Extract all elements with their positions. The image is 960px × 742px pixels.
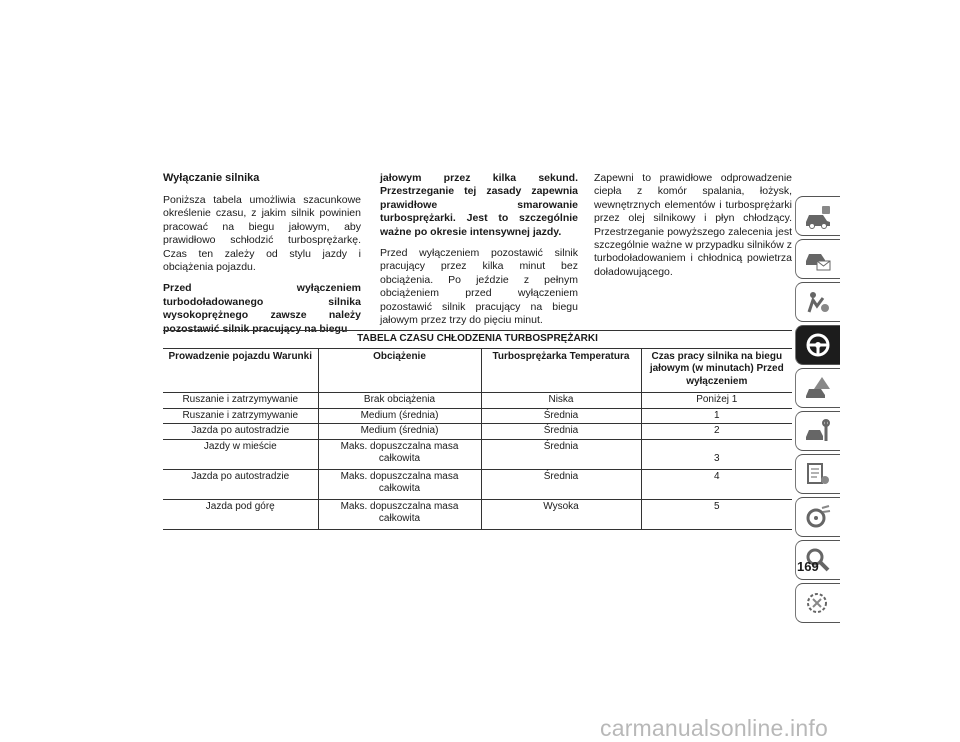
table-cell: Medium (średnia)	[318, 408, 481, 424]
header-driving-conditions: Prowadzenie pojazdu Warunki	[163, 348, 318, 393]
table-cell: Jazda po autostradzie	[163, 424, 318, 440]
car-warning-icon	[803, 374, 833, 402]
steering-wheel-icon	[803, 331, 833, 359]
tab-driving[interactable]	[795, 325, 840, 365]
table-cell: Średnia	[481, 408, 641, 424]
table-row	[163, 393, 792, 409]
text-column-3	[594, 172, 792, 287]
instruction-paragraph: Przed wyłączeniem pozostawić silnik pracujący przez kilka minut bez obciążenia. Po jeździe z pełnym obciążeniem przed wyłączeniem pozostawić silnik pracujący na biegu jałowym przez trzy do pięciu minut.	[380, 247, 578, 327]
header-turbo-temperature: Turbosprężarka Temperatura	[481, 348, 641, 393]
tab-car-warning[interactable]	[795, 368, 840, 408]
table-cell: Wysoka	[481, 499, 641, 529]
intro-paragraph: Poniższa tabela umożliwia szacunkowe określenie czasu, z jakim silnik powinien pracować na biegu jałowym, aby prawidłowo schłodzić turbosprężarkę. Czas ten zależy od stylu jazdy i obciążenia pojazdu.	[163, 194, 361, 274]
warning-paragraph-start: Przed wyłączeniem turbodoładowanego silnika wysokoprężnego zawsze należy pozostawić silnik pracujący na biegu	[163, 282, 361, 335]
tab-language[interactable]	[795, 583, 840, 623]
table-cell: Jazda pod górę	[163, 499, 318, 529]
table-cell: Brak obciążenia	[318, 393, 481, 409]
tab-car-controls[interactable]	[795, 282, 840, 322]
table-row	[163, 439, 792, 469]
table-cell: 4	[641, 469, 792, 499]
car-mail-icon	[803, 245, 833, 273]
language-icon	[803, 589, 833, 617]
table-cell: Średnia	[481, 469, 641, 499]
table-cell: 1	[641, 408, 792, 424]
page-number: 169	[797, 559, 819, 574]
car-service-icon	[803, 417, 833, 445]
table-cell: 3	[641, 439, 792, 469]
table-cell: 2	[641, 424, 792, 440]
table-title: TABELA CZASU CHŁODZENIA TURBOSPRĘŻARKI	[163, 331, 792, 349]
section-heading: Wyłączanie silnika	[163, 172, 260, 184]
text-column-1	[163, 172, 361, 344]
table-cell: Maks. dopuszczalna masa całkowita	[318, 499, 481, 529]
table-cell: Medium (średnia)	[318, 424, 481, 440]
table-cell: Ruszanie i zatrzymywanie	[163, 393, 318, 409]
tab-multimedia[interactable]	[795, 497, 840, 537]
turbo-cooldown-table	[163, 330, 792, 530]
table-cell: Średnia	[481, 439, 641, 469]
table-cell: Maks. dopuszczalna masa całkowita	[318, 469, 481, 499]
table-cell: Poniżej 1	[641, 393, 792, 409]
watermark: carmanualsonline.info	[600, 715, 828, 741]
table-cell: Ruszanie i zatrzymywanie	[163, 408, 318, 424]
header-load: Obciążenie	[318, 348, 481, 393]
car-info-icon	[803, 202, 833, 230]
table-cell: Średnia	[481, 424, 641, 440]
table-cell: Niska	[481, 393, 641, 409]
table-cell: Jazda po autostradzie	[163, 469, 318, 499]
multimedia-icon	[803, 503, 833, 531]
tab-specifications[interactable]	[795, 454, 840, 494]
table-cell: Maks. dopuszczalna masa całkowita	[318, 439, 481, 469]
header-idle-time: Czas pracy silnika na biegu jałowym (w minutach) Przed wyłączeniem	[641, 348, 792, 393]
car-controls-icon	[803, 288, 833, 316]
specifications-icon	[803, 460, 833, 488]
tab-car-info[interactable]	[795, 196, 840, 236]
text-column-2	[380, 172, 578, 335]
tab-car-mail[interactable]	[795, 239, 840, 279]
table-row	[163, 499, 792, 529]
explanation-paragraph: Zapewni to prawidłowe odprowadzenie ciepła z komór spalania, łożysk, wewnętrznych elementów i turbosprężarki przez olej silnikowy i płyn chłodzący. Przestrzeganie powyższego zalecenia jest szczególnie ważne w przypadku silników z turbodoładowaniem i chłodnicą powietrza doładowującego.	[594, 172, 792, 278]
table-cell: Jazdy w mieście	[163, 439, 318, 469]
table-row	[163, 469, 792, 499]
warning-paragraph-end: jałowym przez kilka sekund. Przestrzeganie tej zasady zapewnia prawidłowe smarowanie turbosprężarki. Jest to szczególnie ważne po okresie intensywnej jazdy.	[380, 172, 578, 238]
table-row	[163, 424, 792, 440]
table-row	[163, 408, 792, 424]
table-cell: 5	[641, 499, 792, 529]
tab-car-service[interactable]	[795, 411, 840, 451]
